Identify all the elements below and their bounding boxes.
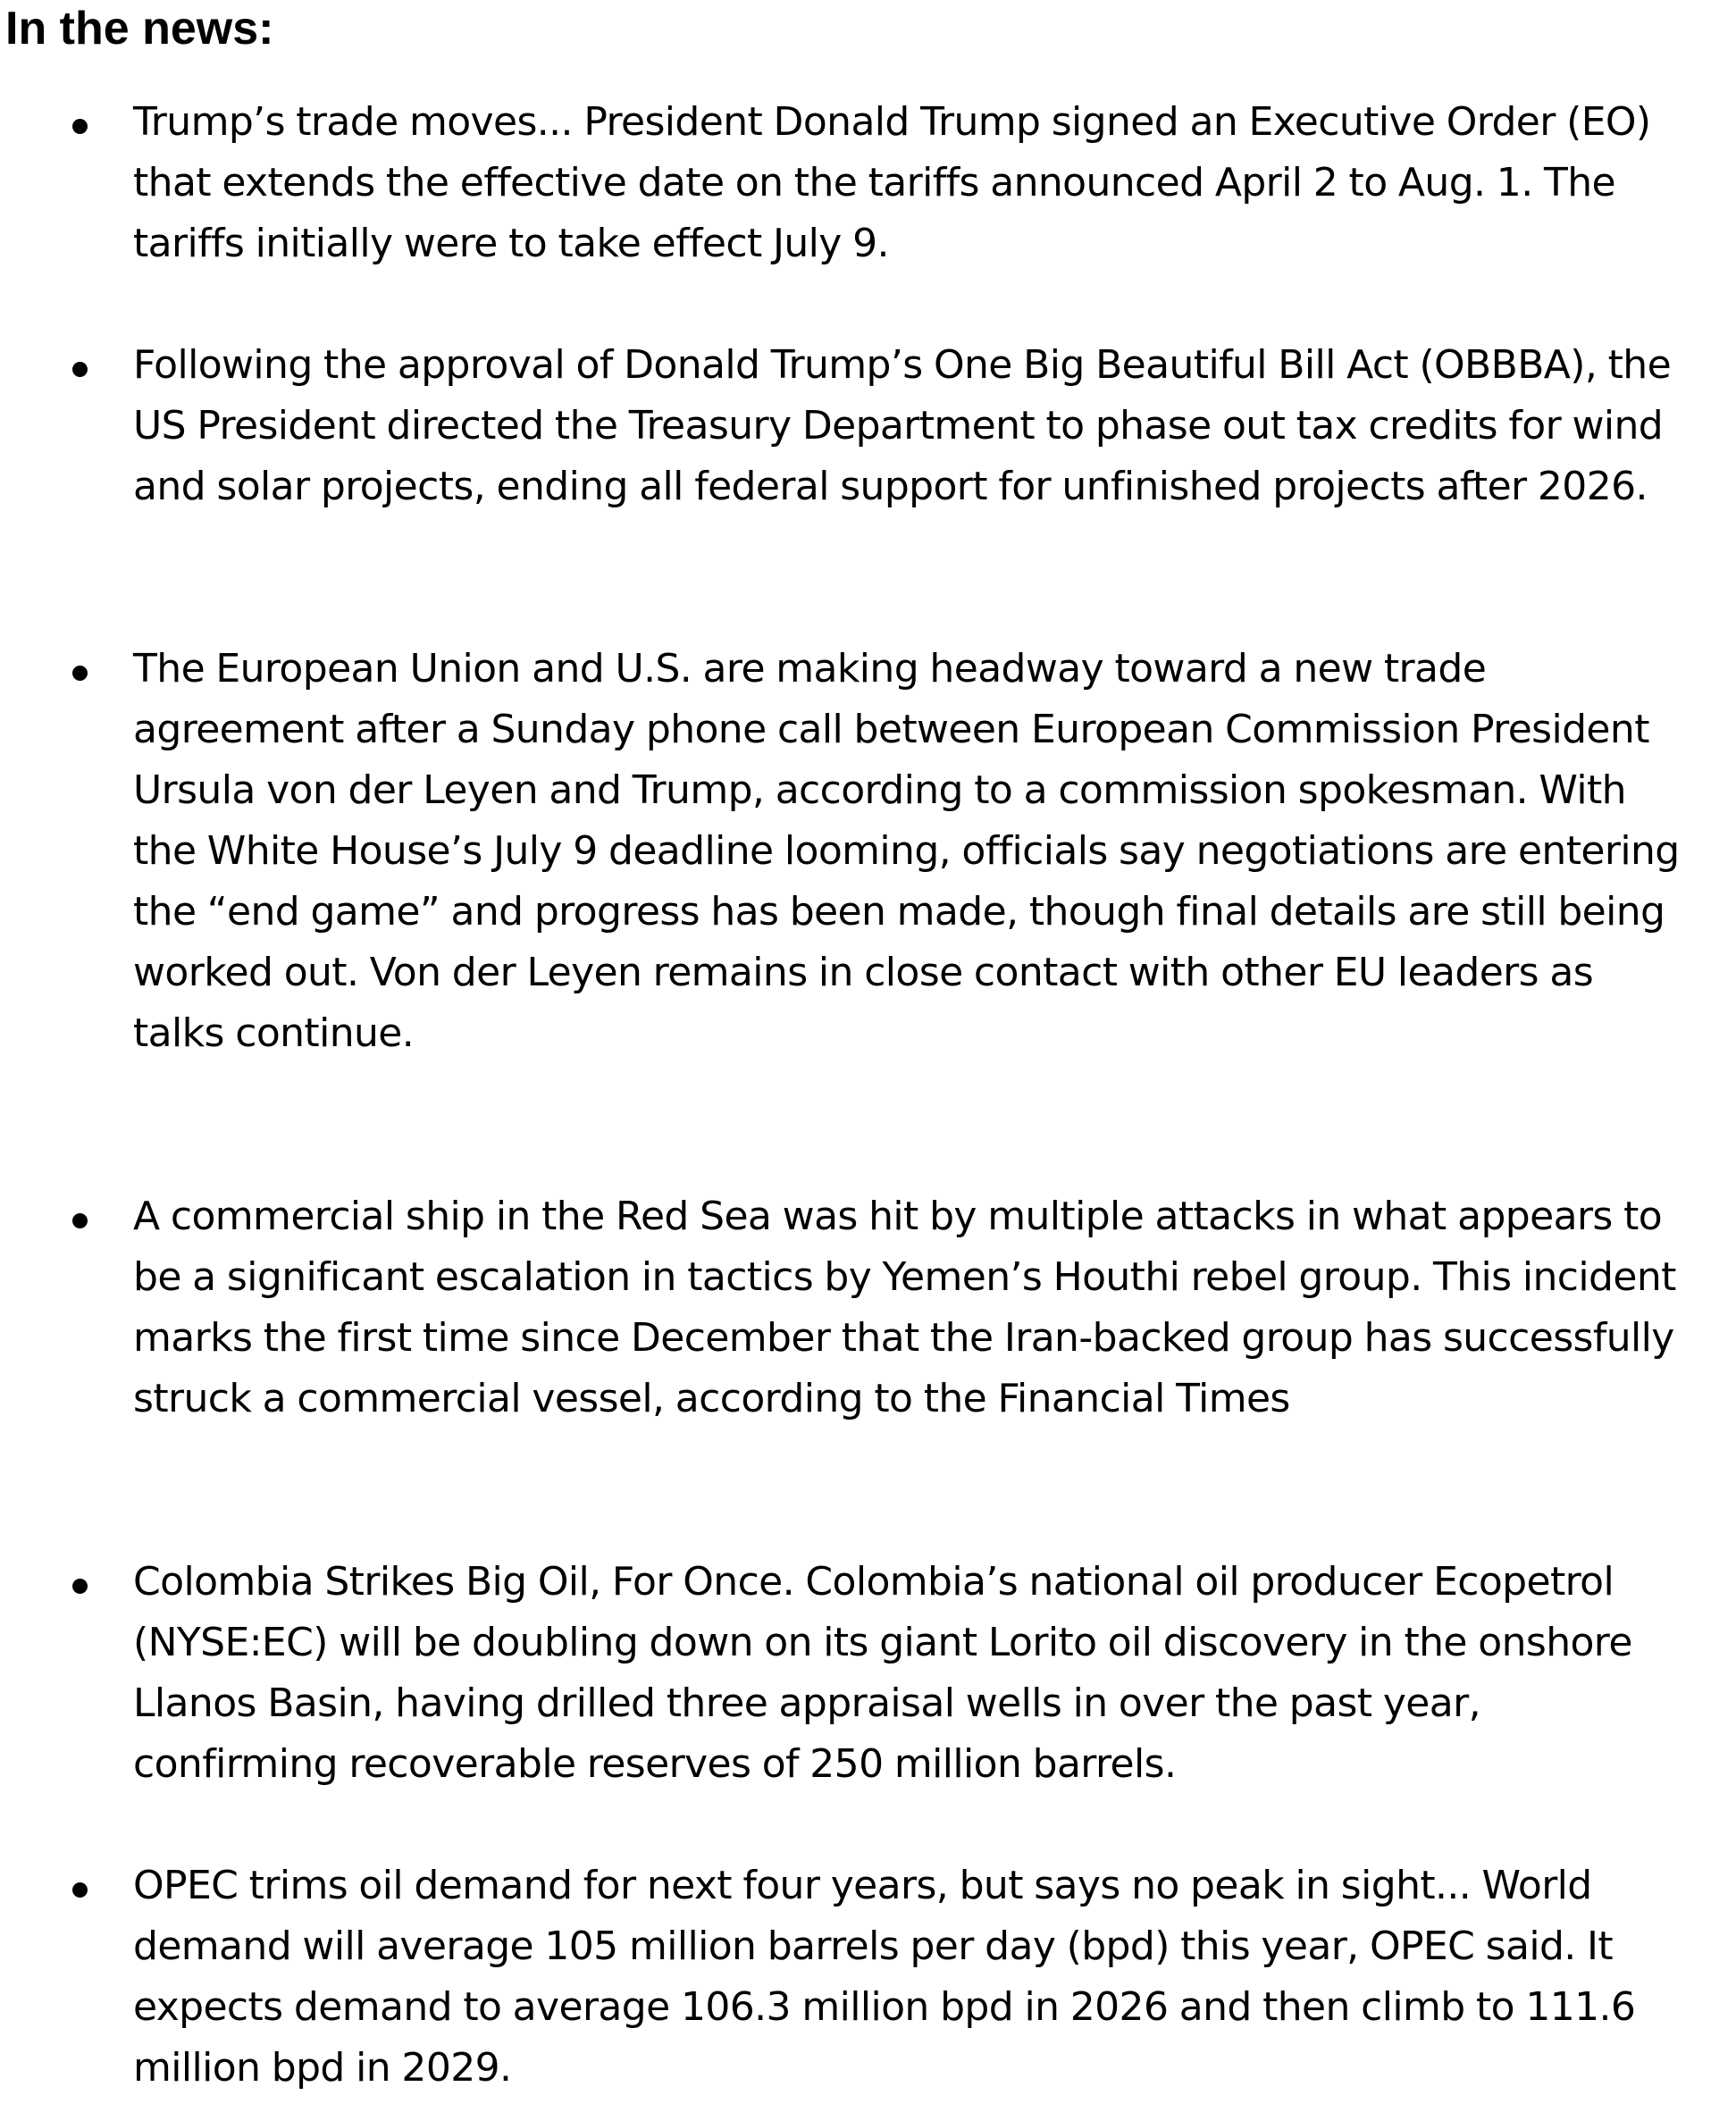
bullet-icon: [72, 1882, 88, 1898]
bullet-icon: [72, 362, 88, 377]
bullet-icon: [72, 666, 88, 681]
bullet-icon: [72, 1579, 88, 1594]
page-heading: In the news:: [5, 3, 274, 54]
news-item-text: OPEC trims oil demand for next four years, but says no peak in sight... World demand will average 105 million barrels per day (bpd) this year, OPEC said. It expects demand to average 106.3 million bpd in 2026 and then climb to 111.6 million bpd in 2029.: [133, 1863, 1636, 2091]
news-item-text: Trump’s trade moves... President Donald Trump signed an Executive Order (EO) that extends the effective date on the tariffs announced April 2 to Aug. 1. The tariffs initially were to take effect July 9.: [133, 99, 1651, 266]
bullet-icon: [72, 119, 88, 134]
bullet-icon: [72, 1213, 88, 1228]
news-item-text: A commercial ship in the Red Sea was hit by multiple attacks in what appears to be a significant escalation in tactics by Yemen’s Houthi rebel group. This incident marks the first time since December that the Iran-backed group has successfully struck a commercial vessel, according to the Financial Times: [133, 1194, 1676, 1421]
news-item-text: The European Union and U.S. are making headway toward a new trade agreement after a Sunday phone call between European Commission President Ursula von der Leyen and Trump, according to a commission spokesman. With the White House’s July 9 deadline looming, officials say negotiations are entering the “end game” and progress has been made, though final details are still being worked out. Von der Leyen remains in close contact with other EU leaders as talks continue.: [133, 646, 1680, 1056]
news-item-text: Colombia Strikes Big Oil, For Once. Colombia’s national oil producer Ecopetrol (NYSE:EC) will be doubling down on its giant Lorito oil discovery in the onshore Llanos Basin, having drilled three appraisal wells in over the past year, confirming recoverable reserves of 250 million barrels.: [133, 1559, 1632, 1787]
news-item-text: Following the approval of Donald Trump’s One Big Beautiful Bill Act (OBBBA), the US President directed the Treasury Department to phase out tax credits for wind and solar projects, ending all federal support for unfinished projects after 2026.: [133, 342, 1672, 509]
